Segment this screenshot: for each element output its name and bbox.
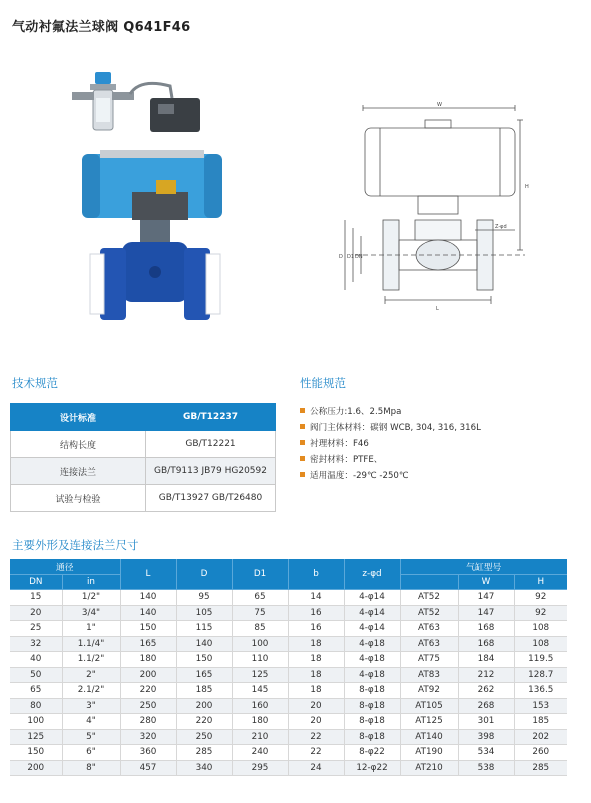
table-cell: 150 [120,621,176,637]
table-cell: 65 [10,683,62,699]
table-cell: 32 [10,636,62,652]
table-cell: 8-φ18 [344,729,400,745]
header-bore: 通径 [10,559,120,574]
table-cell: 340 [176,760,232,776]
table-cell: AT75 [400,652,458,668]
table-cell: 250 [176,729,232,745]
table-cell: 80 [10,698,62,714]
table-cell: 1.1/2" [62,652,120,668]
list-item [300,404,481,420]
table-cell: 18 [288,683,344,699]
table-cell: 18 [288,652,344,668]
table-cell: 3" [62,698,120,714]
header-cylinder: 气缸型号 [400,559,567,574]
table-cell: 4-φ18 [344,652,400,668]
table-cell: 457 [120,760,176,776]
table-row [10,621,567,637]
table-cell: 20 [10,605,62,621]
spec-cell: 设计标准 [11,404,146,431]
table-cell: 6" [62,745,120,761]
table-row [10,683,567,699]
drawing-label-l: L [436,306,439,312]
table-cell: 160 [232,698,288,714]
tech-spec-table [10,403,276,512]
table-cell: 3/4" [62,605,120,621]
list-item [300,420,481,436]
bullet-icon [300,456,305,461]
table-cell: 75 [232,605,288,621]
bullet-icon [300,472,305,477]
table-cell: 168 [458,621,514,637]
spec-row [11,458,276,485]
table-cell: 65 [232,590,288,606]
table-cell: 22 [288,745,344,761]
table-row [10,605,567,621]
table-cell: 16 [288,621,344,637]
table-cell: 262 [458,683,514,699]
table-cell: 125 [232,667,288,683]
table-row [10,760,567,776]
spec-header-row [11,404,276,431]
table-cell: 20 [288,714,344,730]
table-cell: 105 [176,605,232,621]
header-dn: DN [10,574,62,590]
perf-spec-heading: 性能规范 [300,376,346,390]
dimensions-table [10,559,567,776]
table-cell: 8-φ18 [344,714,400,730]
table-cell: 240 [232,745,288,761]
table-cell: 200 [10,760,62,776]
table-cell: 22 [288,729,344,745]
perf-list [300,404,481,484]
table-cell: 115 [176,621,232,637]
table-cell: 150 [10,745,62,761]
header-d: D [176,559,232,590]
table-row [10,714,567,730]
table-cell: 320 [120,729,176,745]
table-cell: 4-φ18 [344,636,400,652]
table-cell: 168 [458,636,514,652]
table-cell: 140 [176,636,232,652]
table-cell: AT63 [400,621,458,637]
table-cell: 14 [288,590,344,606]
table-cell: AT92 [400,683,458,699]
drawing-label-zd: Z-φd [495,224,507,230]
spec-cell: 结构长度 [11,431,146,458]
header-b: b [288,559,344,590]
table-cell: 1/2" [62,590,120,606]
table-cell: 200 [176,698,232,714]
table-cell: 220 [120,683,176,699]
regulator-cap [95,72,111,84]
table-cell: 4" [62,714,120,730]
table-cell: 220 [176,714,232,730]
bullet-icon [300,408,305,413]
table-row [10,652,567,668]
table-cell: 8-φ22 [344,745,400,761]
table-cell: 150 [176,652,232,668]
table-cell: 85 [232,621,288,637]
table-row [10,590,567,606]
dim-header-row [10,559,567,574]
table-cell: 301 [458,714,514,730]
dimensions-heading: 主要外形及连接法兰尺寸 [12,538,139,552]
spec-row [11,485,276,512]
table-cell: 25 [10,621,62,637]
table-cell: AT140 [400,729,458,745]
header-w: W [458,574,514,590]
table-cell: 4-φ14 [344,590,400,606]
table-cell: 100 [232,636,288,652]
table-cell: 2" [62,667,120,683]
table-cell: 110 [232,652,288,668]
table-cell: 20 [288,698,344,714]
spec-cell: GB/T12237 [146,404,276,431]
spec-cell: 连接法兰 [11,458,146,485]
table-cell: AT105 [400,698,458,714]
list-item-text: 衬理材料：F46 [310,439,369,449]
header-d1: D1 [232,559,288,590]
table-cell: 40 [10,652,62,668]
table-cell: 140 [120,605,176,621]
table-cell: 185 [176,683,232,699]
table-cell: AT63 [400,636,458,652]
table-cell: 165 [120,636,176,652]
table-cell: AT52 [400,605,458,621]
table-cell: 1.1/4" [62,636,120,652]
table-cell: 210 [232,729,288,745]
table-cell: 119.5 [514,652,567,668]
drawing-label-dn: DN [355,254,363,260]
drawing-label-d1: D1 [347,254,355,260]
table-cell: 5" [62,729,120,745]
table-cell: AT83 [400,667,458,683]
list-item [300,436,481,452]
table-cell: 184 [458,652,514,668]
list-item [300,452,481,468]
drawing-label-h: H [525,184,529,190]
table-cell: 250 [120,698,176,714]
table-cell: 4-φ14 [344,621,400,637]
table-cell: 260 [514,745,567,761]
table-row [10,636,567,652]
table-cell: 280 [120,714,176,730]
table-row [10,667,567,683]
table-cell: 8" [62,760,120,776]
spec-cell: GB/T9113 JB79 HG20592 [146,458,276,485]
table-cell: 140 [120,590,176,606]
table-cell: 285 [514,760,567,776]
table-cell: 147 [458,590,514,606]
table-cell: 100 [10,714,62,730]
table-cell: 136.5 [514,683,567,699]
table-cell: 4-φ18 [344,667,400,683]
drawing-label-d: D [339,254,343,260]
table-cell: 202 [514,729,567,745]
table-cell: 285 [176,745,232,761]
table-cell: 145 [232,683,288,699]
table-cell: 15 [10,590,62,606]
table-cell: 92 [514,605,567,621]
limit-switch-box [150,98,200,132]
table-cell: 147 [458,605,514,621]
spec-cell: GB/T12221 [146,431,276,458]
list-item [300,468,481,484]
table-cell: AT52 [400,590,458,606]
table-cell: 92 [514,590,567,606]
table-cell: 24 [288,760,344,776]
table-cell: 12-φ22 [344,760,400,776]
spec-cell: 试验与检验 [11,485,146,512]
technical-drawing [325,100,540,335]
table-cell: 360 [120,745,176,761]
table-cell: 18 [288,667,344,683]
table-cell: AT190 [400,745,458,761]
table-cell: 16 [288,605,344,621]
table-cell: 125 [10,729,62,745]
table-cell: 398 [458,729,514,745]
header-in: in [62,574,120,590]
dim-body [10,590,567,776]
table-cell: 212 [458,667,514,683]
table-cell: 18 [288,636,344,652]
table-cell: 2.1/2" [62,683,120,699]
table-cell: 8-φ18 [344,698,400,714]
spec-row [11,431,276,458]
table-cell: 108 [514,621,567,637]
table-cell: 185 [514,714,567,730]
list-item-text: 阀门主体材料：碳钢 WCB, 304, 316, 316L [310,423,481,433]
table-cell: 180 [232,714,288,730]
header-h: H [514,574,567,590]
table-cell: 268 [458,698,514,714]
drawing-label-w: W [437,102,442,108]
table-cell: AT210 [400,760,458,776]
table-cell: 295 [232,760,288,776]
page-title: 气动衬氟法兰球阀 Q641F46 [12,20,191,35]
bullet-icon [300,440,305,445]
header-zd: z-φd [344,559,400,590]
table-row [10,745,567,761]
table-cell: AT125 [400,714,458,730]
header-l: L [120,559,176,590]
tech-spec-heading: 技术规范 [12,376,58,390]
table-cell: 50 [10,667,62,683]
table-cell: 95 [176,590,232,606]
table-cell: 1" [62,621,120,637]
product-photo [60,58,250,338]
spec-cell: GB/T13927 GB/T26480 [146,485,276,512]
table-cell: 200 [120,667,176,683]
table-cell: 128.7 [514,667,567,683]
table-cell: 538 [458,760,514,776]
header-model [400,574,458,590]
table-row [10,729,567,745]
table-cell: 108 [514,636,567,652]
table-cell: 8-φ18 [344,683,400,699]
list-item-text: 密封材料：PTFE、 [310,455,383,465]
table-row [10,698,567,714]
bullet-icon [300,424,305,429]
table-cell: 180 [120,652,176,668]
table-cell: 153 [514,698,567,714]
list-item-text: 公称压力:1.6、2.5Mpa [310,407,402,417]
table-cell: 165 [176,667,232,683]
list-item-text: 适用温度：-29℃ -250℃ [310,471,409,481]
table-cell: 4-φ14 [344,605,400,621]
table-cell: 534 [458,745,514,761]
